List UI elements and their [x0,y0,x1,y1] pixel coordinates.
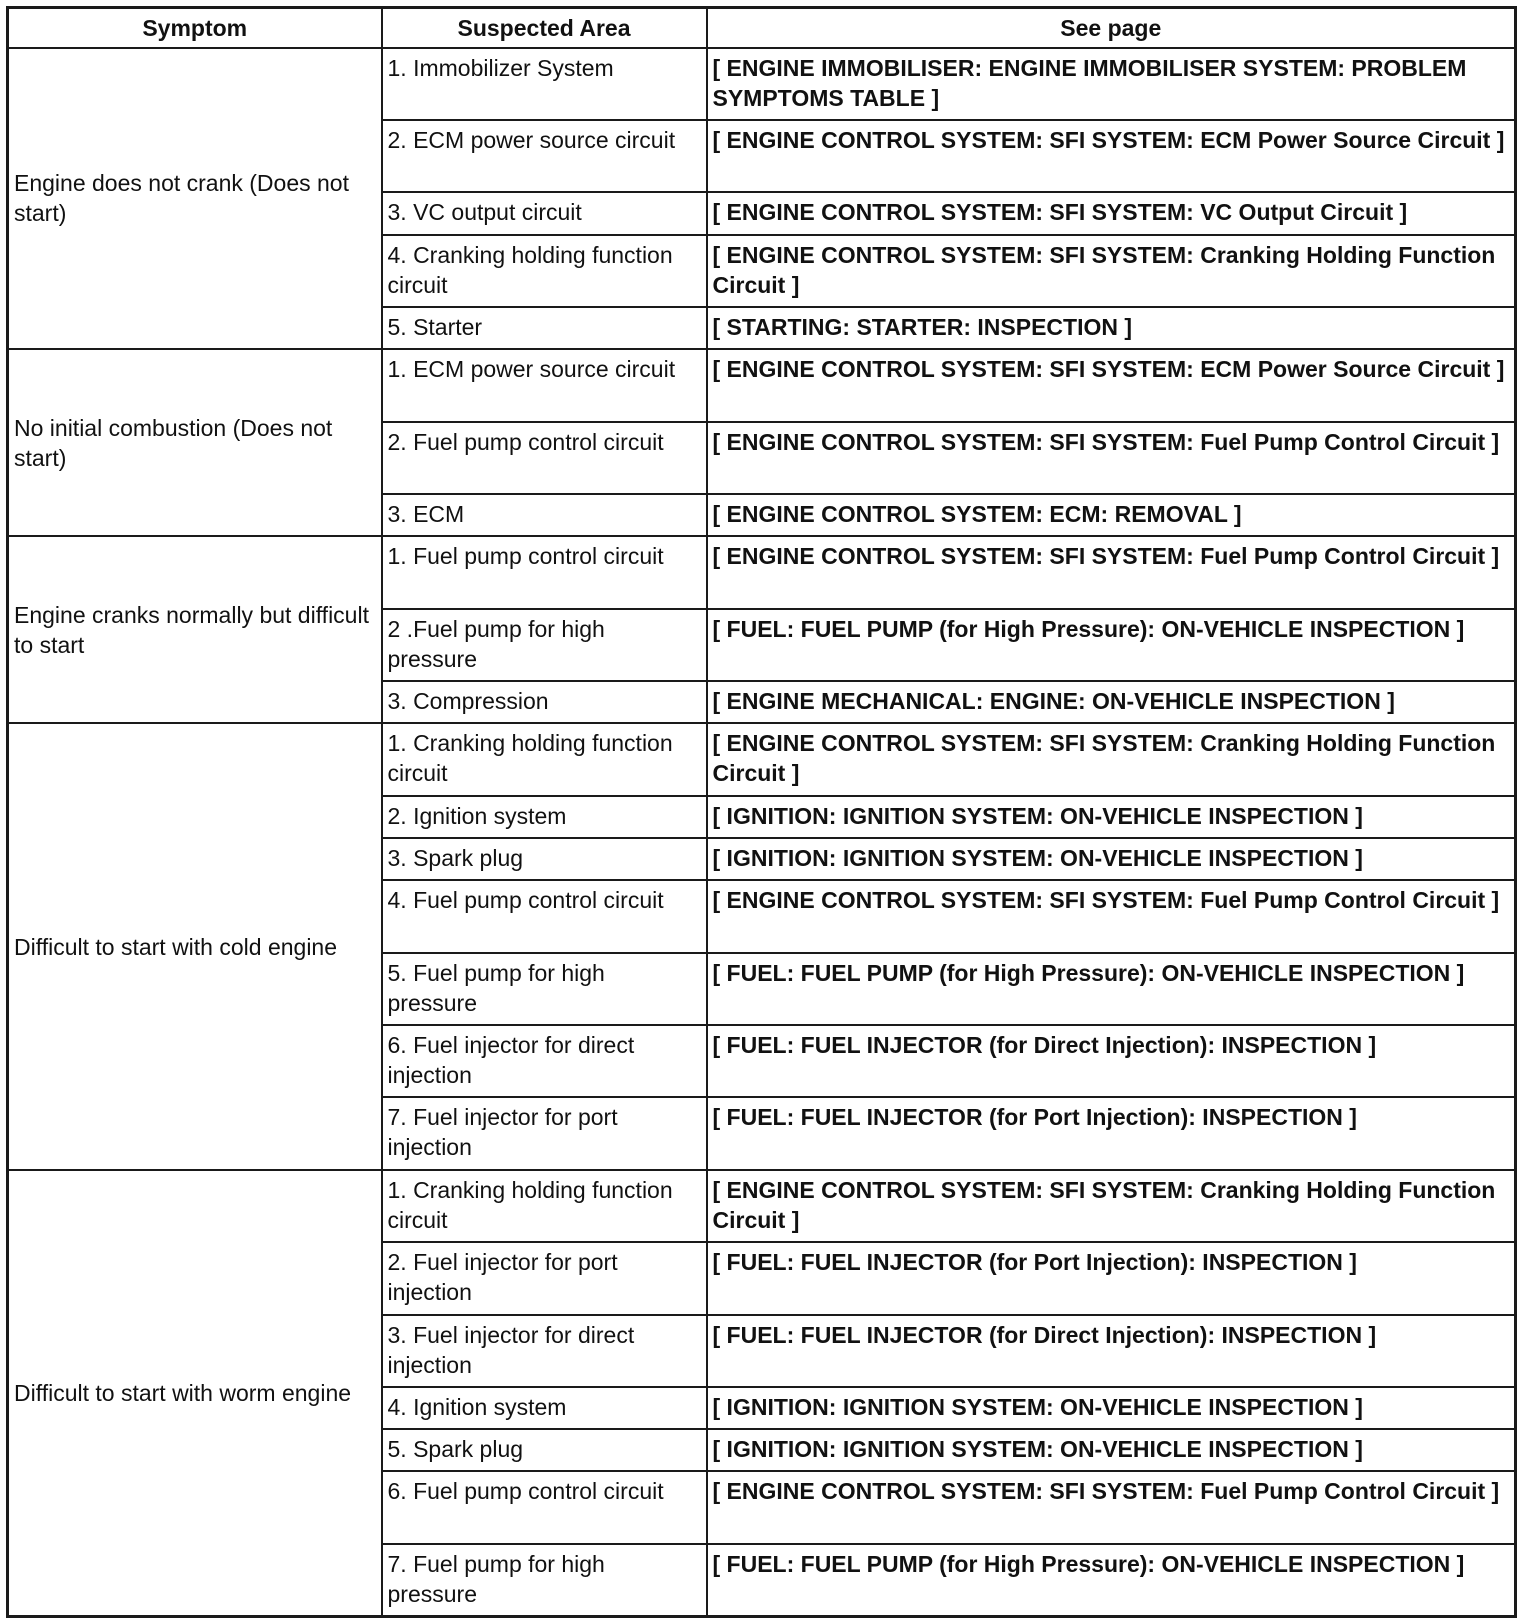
suspected-area-cell: 2. Ignition system [382,796,707,838]
symptom-cell: Engine does not crank (Does not start) [8,48,382,350]
see-page-reference: [ FUEL: FUEL PUMP (for High Pressure): ON-VEHICLE INSPECTION ] [707,1544,1516,1617]
header-symptom: Symptom [8,8,382,48]
suspected-area-cell: 5. Spark plug [382,1429,707,1471]
see-page-reference: [ FUEL: FUEL INJECTOR (for Port Injection): INSPECTION ] [707,1242,1516,1314]
see-page-reference: [ ENGINE CONTROL SYSTEM: SFI SYSTEM: Fuel Pump Control Circuit ] [707,536,1516,608]
suspected-area-cell: 7. Fuel injector for port injection [382,1097,707,1169]
see-page-reference: [ FUEL: FUEL PUMP (for High Pressure): ON-VEHICLE INSPECTION ] [707,609,1516,681]
suspected-area-cell: 1. Immobilizer System [382,48,707,120]
see-page-reference: [ ENGINE CONTROL SYSTEM: SFI SYSTEM: Cranking Holding Function Circuit ] [707,235,1516,307]
see-page-reference: [ ENGINE CONTROL SYSTEM: SFI SYSTEM: ECM Power Source Circuit ] [707,349,1516,421]
problem-symptoms-table [6,6,1517,1618]
suspected-area-cell: 1. Fuel pump control circuit [382,536,707,608]
suspected-area-cell: 3. VC output circuit [382,192,707,234]
header-suspected-area: Suspected Area [382,8,707,48]
suspected-area-cell: 4. Ignition system [382,1387,707,1429]
suspected-area-cell: 4. Cranking holding function circuit [382,235,707,307]
symptom-cell: Difficult to start with worm engine [8,1170,382,1617]
see-page-reference: [ IGNITION: IGNITION SYSTEM: ON-VEHICLE INSPECTION ] [707,1387,1516,1429]
see-page-reference: [ ENGINE CONTROL SYSTEM: SFI SYSTEM: Fuel Pump Control Circuit ] [707,880,1516,952]
see-page-reference: [ ENGINE IMMOBILISER: ENGINE IMMOBILISER SYSTEM: PROBLEM SYMPTOMS TABLE ] [707,48,1516,120]
see-page-reference: [ ENGINE CONTROL SYSTEM: ECM: REMOVAL ] [707,494,1516,536]
table-row [8,1170,1516,1242]
table-row [8,48,1516,120]
suspected-area-cell: 4. Fuel pump control circuit [382,880,707,952]
suspected-area-cell: 6. Fuel injector for direct injection [382,1025,707,1097]
suspected-area-cell: 3. ECM [382,494,707,536]
suspected-area-cell: 5. Fuel pump for high pressure [382,953,707,1025]
suspected-area-cell: 1. Cranking holding function circuit [382,723,707,795]
see-page-reference: [ IGNITION: IGNITION SYSTEM: ON-VEHICLE INSPECTION ] [707,1429,1516,1471]
header-row [8,8,1516,48]
see-page-reference: [ FUEL: FUEL INJECTOR (for Direct Injection): INSPECTION ] [707,1315,1516,1387]
suspected-area-cell: 3. Fuel injector for direct injection [382,1315,707,1387]
see-page-reference: [ ENGINE CONTROL SYSTEM: SFI SYSTEM: Fuel Pump Control Circuit ] [707,1471,1516,1543]
see-page-reference: [ ENGINE CONTROL SYSTEM: SFI SYSTEM: Cranking Holding Function Circuit ] [707,1170,1516,1242]
suspected-area-cell: 1. ECM power source circuit [382,349,707,421]
see-page-reference: [ ENGINE MECHANICAL: ENGINE: ON-VEHICLE INSPECTION ] [707,681,1516,723]
suspected-area-cell: 2. Fuel pump control circuit [382,422,707,494]
see-page-reference: [ ENGINE CONTROL SYSTEM: SFI SYSTEM: VC Output Circuit ] [707,192,1516,234]
suspected-area-cell: 5. Starter [382,307,707,349]
table-row [8,723,1516,795]
suspected-area-cell: 7. Fuel pump for high pressure [382,1544,707,1617]
see-page-reference: [ IGNITION: IGNITION SYSTEM: ON-VEHICLE INSPECTION ] [707,796,1516,838]
symptom-cell: No initial combustion (Does not start) [8,349,382,536]
suspected-area-cell: 6. Fuel pump control circuit [382,1471,707,1543]
see-page-reference: [ FUEL: FUEL INJECTOR (for Port Injection): INSPECTION ] [707,1097,1516,1169]
see-page-reference: [ ENGINE CONTROL SYSTEM: SFI SYSTEM: Fuel Pump Control Circuit ] [707,422,1516,494]
symptom-cell: Engine cranks normally but difficult to start [8,536,382,723]
header-see-page: See page [707,8,1516,48]
see-page-reference: [ FUEL: FUEL PUMP (for High Pressure): ON-VEHICLE INSPECTION ] [707,953,1516,1025]
see-page-reference: [ IGNITION: IGNITION SYSTEM: ON-VEHICLE INSPECTION ] [707,838,1516,880]
suspected-area-cell: 2 .Fuel pump for high pressure [382,609,707,681]
suspected-area-cell: 2. ECM power source circuit [382,120,707,192]
see-page-reference: [ STARTING: STARTER: INSPECTION ] [707,307,1516,349]
suspected-area-cell: 2. Fuel injector for port injection [382,1242,707,1314]
see-page-reference: [ FUEL: FUEL INJECTOR (for Direct Injection): INSPECTION ] [707,1025,1516,1097]
see-page-reference: [ ENGINE CONTROL SYSTEM: SFI SYSTEM: ECM Power Source Circuit ] [707,120,1516,192]
table-row [8,536,1516,608]
suspected-area-cell: 3. Spark plug [382,838,707,880]
suspected-area-cell: 1. Cranking holding function circuit [382,1170,707,1242]
suspected-area-cell: 3. Compression [382,681,707,723]
symptom-cell: Difficult to start with cold engine [8,723,382,1170]
see-page-reference: [ ENGINE CONTROL SYSTEM: SFI SYSTEM: Cranking Holding Function Circuit ] [707,723,1516,795]
table-row [8,349,1516,421]
